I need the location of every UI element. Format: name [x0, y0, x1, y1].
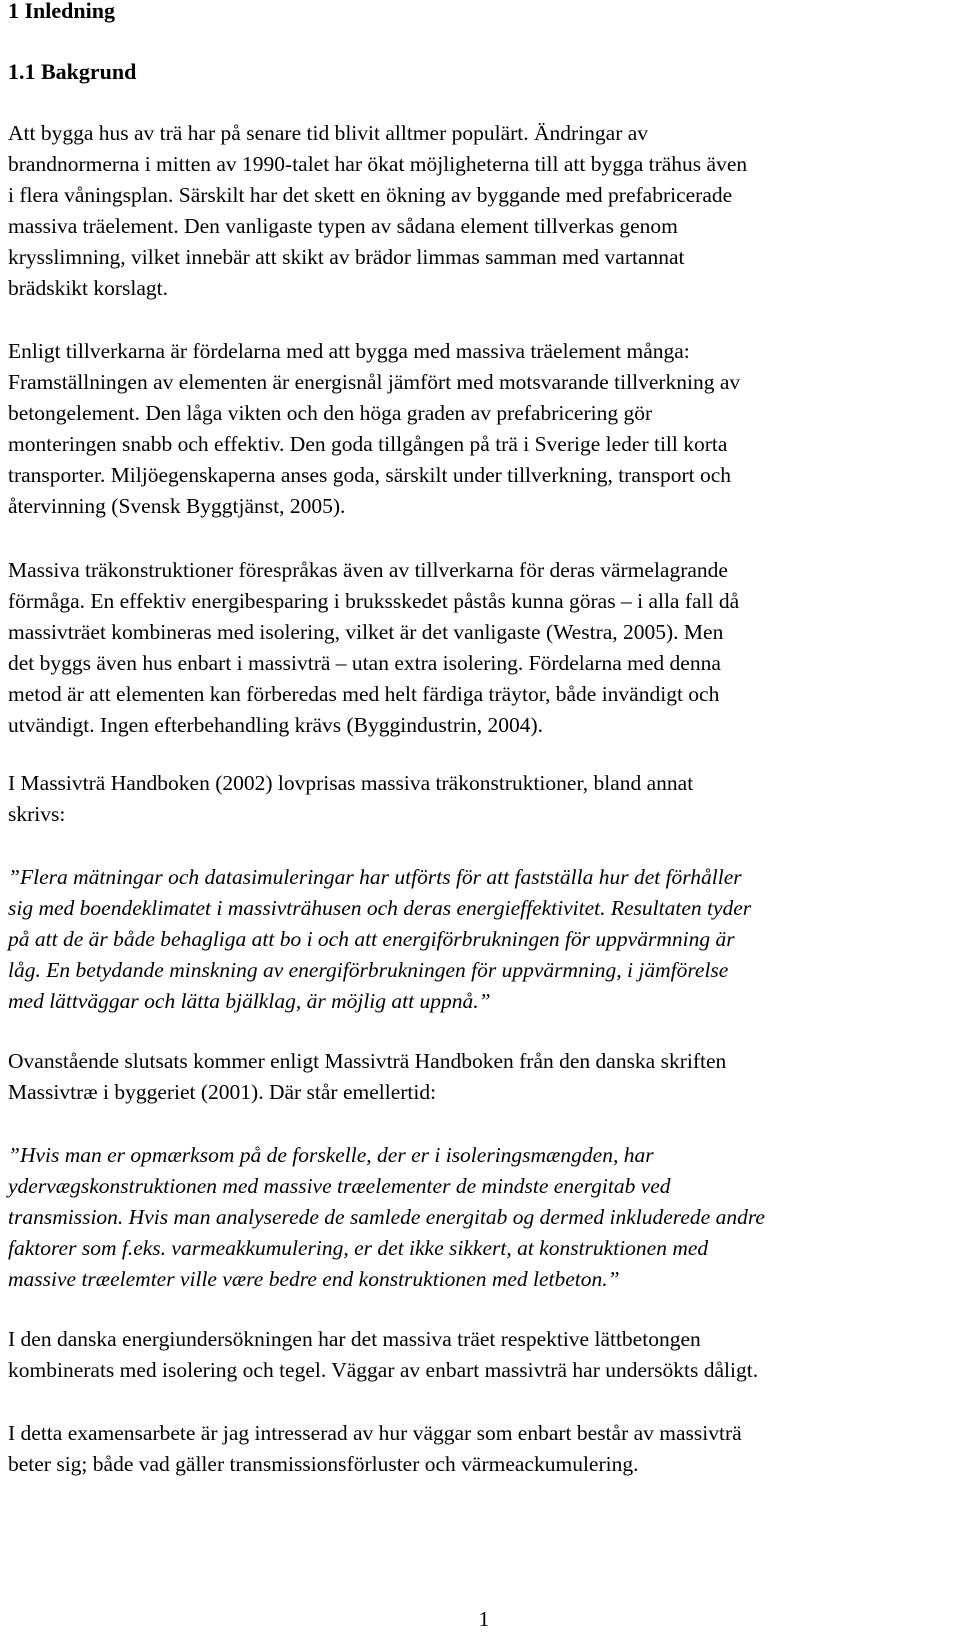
quote-swedish-handbook: ”Flera mätningar och datasimuleringar har utförts för att fastställa hur det förhåller sig med boendeklimatet i massivträhusen och deras energieffektivitet. Resultaten tyder på att de är både behagliga att bo i och att energiförbrukningen för uppvärmning är låg. En betydande minskning av energiförbrukningen för uppvärmning, i jämförelse med lättväggar och lätta bjälklag, är möjlig att uppnå.” [8, 865, 752, 1013]
paragraph-heat-storage: Massiva träkonstruktioner förespråkas även av tillverkarna för deras värmelagrande förmåga. En effektiv energibesparing i bruksskedet påstås kunna göras – i alla fall då massivträet kombineras med isolering, vilket är det vanligaste (Westra, 2005). Men det byggs även hus enbart i massivträ – utan extra isolering. Fördelarna med denna metod är att elementen kan förberedas med helt färdiga träytor, både invändigt och utvändigt. Ingen efterbehandling krävs (Byggindustrin, 2004). [8, 558, 740, 737]
chapter-heading: 1 Inledning [8, 0, 115, 23]
paragraph-danish-study: I den danska energiundersökningen har det massiva träet respektive lättbetongen kombinerats med isolering och tegel. Väggar av enbart massivträ har undersökts dåligt. [8, 1327, 759, 1382]
paragraph-background: Att bygga hus av trä har på senare tid blivit alltmer populärt. Ändringar av brandnormerna i mitten av 1990-talet har ökat möjligheterna till att bygga trähus även i flera våningsplan. Särskilt har det skett en ökning av byggande med prefabricerade massiva träelement. Den vanligaste typen av sådana element tillverkas genom krysslimning, vilket innebär att skikt av brädor limmas samman med vartannat brädskikt korslagt. [8, 121, 748, 300]
paragraph-handbook-intro: I Massivträ Handboken (2002) lovprisas massiva träkonstruktioner, bland annat skrivs: [8, 771, 694, 826]
paragraph-thesis-aim: I detta examensarbete är jag intresserad av hur väggar som enbart består av massivträ beter sig; både vad gäller transmissionsförluster och värmeackumulering. [8, 1421, 742, 1476]
paragraph-danish-source: Ovanstående slutsats kommer enligt Massivträ Handboken från den danska skriften Massivtræ i byggeriet (2001). Där står emellertid: [8, 1049, 727, 1104]
page-number: 1 [478, 1607, 490, 1631]
quote-danish-source: ”Hvis man er opmærksom på de forskelle, der er i isoleringsmængden, har ydervægskonstruktionen med massive træelementer de mindste energitab ved transmission. Hvis man analyserede de samlede energitab og dermed inkluderede andre faktorer som f.eks. varmeakkumulering, er det ikke sikkert, at konstruktionen med massive træelemter ville være bedre end konstruktionen med letbeton.” [8, 1143, 765, 1291]
paragraph-advantages: Enligt tillverkarna är fördelarna med att bygga med massiva träelement många: Framställningen av elementen är energisnål jämfört med motsvarande tillverkning av betongelement. Den låga vikten och den höga graden av prefabricering gör monteringen snabb och effektiv. Den goda tillgången på trä i Sverige leder till korta transporter. Miljöegenskaperna anses goda, särskilt under tillverkning, transport och återvinning (Svensk Byggtjänst, 2005). [8, 339, 741, 518]
section-heading: 1.1 Bakgrund [8, 59, 137, 84]
